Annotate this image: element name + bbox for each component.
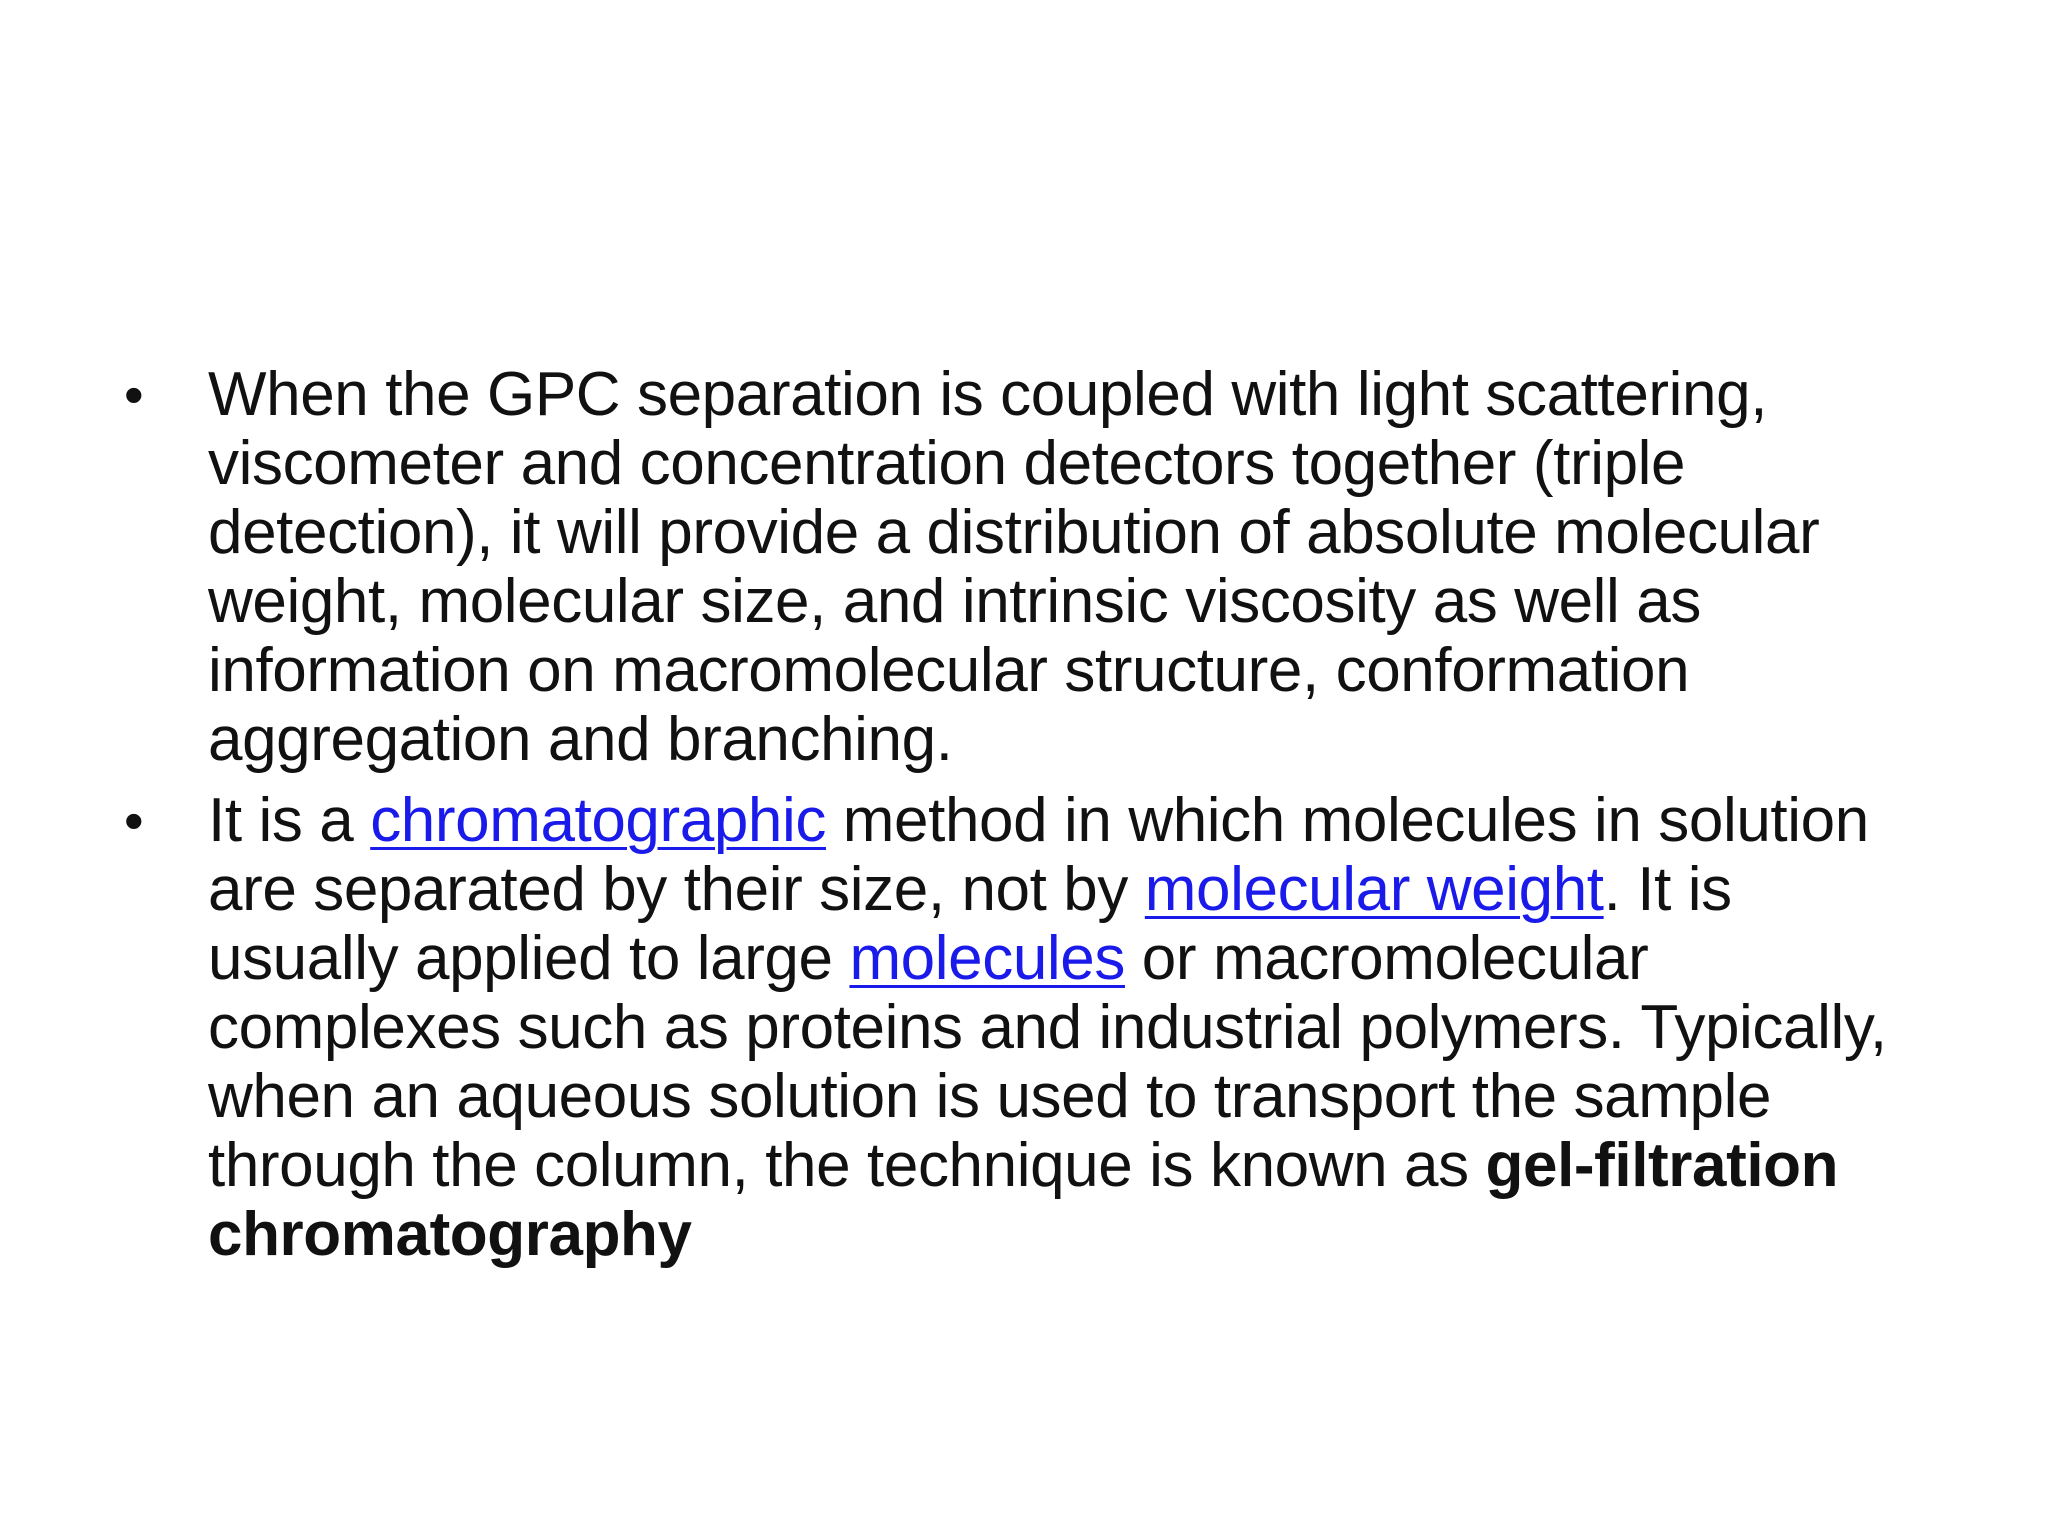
bullet-marker: • [124,789,144,852]
link-molecular-weight[interactable]: molecular weight [1144,855,1604,924]
bullet-item-chromatographic-method [120,786,1920,1269]
bullet-list [120,360,1920,1281]
text-segment: or macromolecular complexes such as proteins and industrial polymers. Typically, when an aqueous solution is used to transport the sample through the column, the technique is known as [208,924,1887,1200]
bullet-marker: • [124,363,144,426]
bullet-text: When the GPC separation is coupled with light scattering, viscometer and concentration detectors together (triple detection), it will provide a distribution of absolute molecular weight, molecular size, and intrinsic viscosity as well as information on macromolecular structure, conformation aggregation and branching. [208,360,1820,774]
text-segment: It is a [208,786,371,855]
link-chromatographic[interactable]: chromatographic [370,786,826,855]
bullet-item-gpc-triple-detection [120,360,1920,774]
bullet-text [208,786,1920,1269]
bold-term: gel-filtration chromatography [208,1131,1839,1269]
text-segment: . It is usually applied to large [208,855,1732,993]
text-segment: method in which molecules in solution are separated by their size, not by [208,786,1869,924]
link-molecules[interactable]: molecules [849,924,1125,993]
